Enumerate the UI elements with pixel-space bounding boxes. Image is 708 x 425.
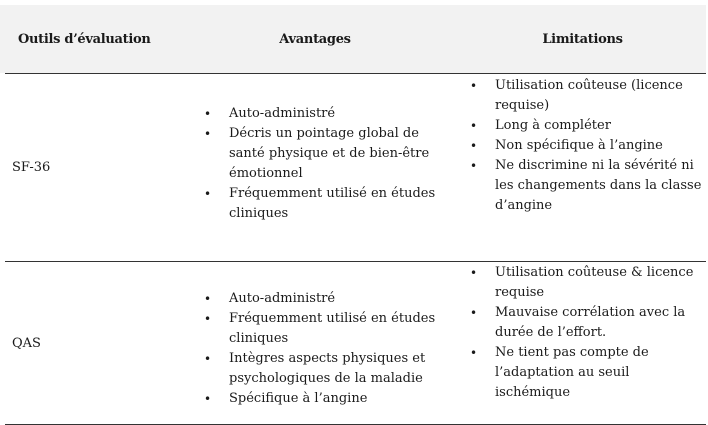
table-row (0, 74, 708, 260)
list-item: • Ne discrimine ni la sévérité ni les changements dans la classe d’angine (461, 156, 705, 216)
list-item: • Auto-administré (195, 289, 440, 309)
advantages-list (195, 104, 440, 224)
list-item: • Décris un pointage global de santé physique et de bien-être émotionnel (195, 124, 440, 184)
list-item: • Fréquemment utilisé en études cliniques (195, 309, 440, 349)
list-item: • Utilisation coûteuse & licence requise (461, 263, 705, 303)
list-item: • Ne tient pas compte de l’adaptation au seuil ischémique (461, 343, 705, 403)
tool-name: SF-36 (12, 160, 51, 175)
header-tools: Outils d’évaluation (18, 31, 151, 47)
table-row (0, 262, 708, 424)
header-limitations: Limitations (542, 31, 623, 47)
limitations-list (461, 76, 705, 216)
list-item: • Spécifique à l’angine (195, 389, 440, 409)
list-item: • Mauvaise corrélation avec la durée de l’effort. (461, 303, 705, 343)
limitations-list (461, 263, 705, 403)
header-advantages: Avantages (279, 31, 351, 47)
list-item: • Utilisation coûteuse (licence requise) (461, 76, 705, 116)
list-item: • Long à compléter (461, 116, 705, 136)
table-header (0, 5, 706, 73)
tool-name: QAS (12, 336, 41, 351)
advantages-list (195, 289, 440, 409)
list-item: • Fréquemment utilisé en études cliniques (195, 184, 440, 224)
list-item: • Intègres aspects physiques et psychologiques de la maladie (195, 349, 440, 389)
list-item: • Non spécifique à l’angine (461, 136, 705, 156)
list-item: • Auto-administré (195, 104, 440, 124)
